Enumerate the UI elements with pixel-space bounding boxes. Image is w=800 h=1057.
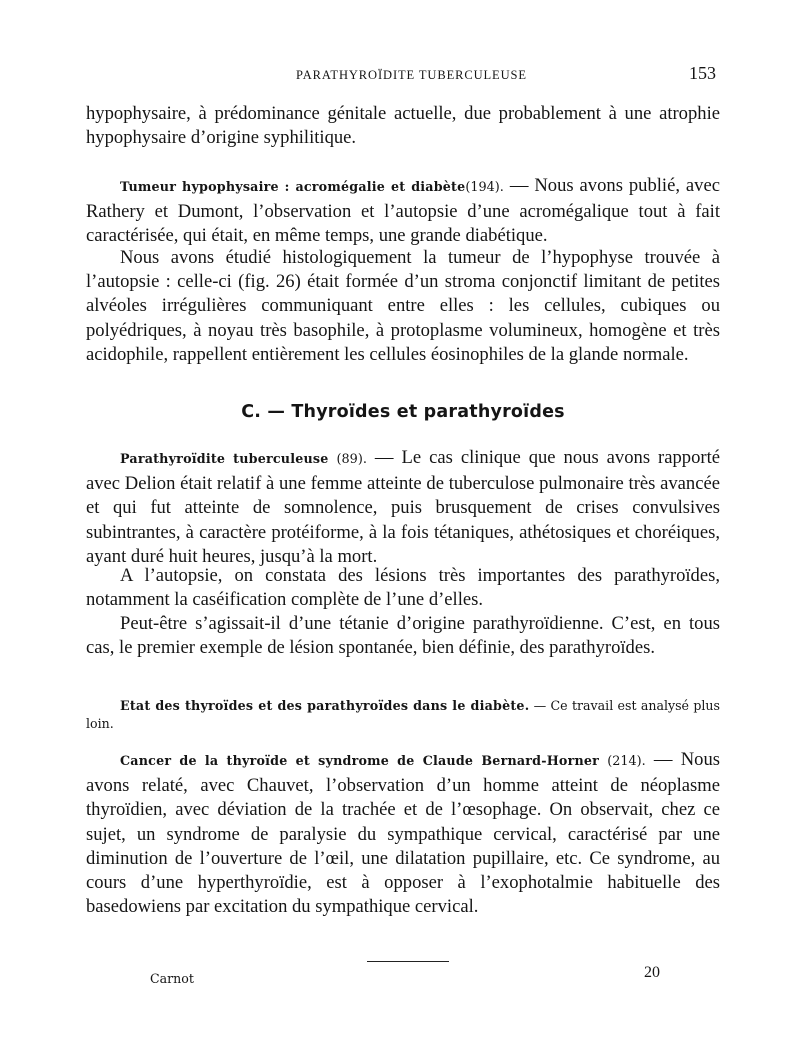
paragraph-6 (86, 612, 720, 660)
paragraph-text (86, 697, 720, 733)
running-title: PARATHYROÏDITE TUBERCULEUSE (296, 68, 527, 82)
subsection-heading: Parathyroïdite tuberculeuse (120, 451, 329, 466)
paragraph-body: — Nous avons publié, avec Rathery et Dumont, l’observation et l’autopsie d’une acromégalique tout à fait caractérisée, qui était, en même temps, une grande diabétique. (86, 175, 720, 247)
paragraph-2 (86, 174, 720, 249)
paragraph-text: hypophysaire, à prédominance génitale actuelle, due probablement à une atrophie hypophysaire d’origine syphilitique. (86, 103, 720, 149)
paragraph-4 (86, 446, 720, 569)
footer-signature: Carnot (150, 971, 194, 986)
reference-number: (214). (607, 754, 646, 769)
paragraph-8 (86, 748, 720, 919)
paragraph-text (86, 446, 720, 569)
paragraph-body: — Ce travail est analysé plus loin. (86, 698, 720, 731)
subsection-heading: Cancer de la thyroïde et syndrome de Claude Bernard-Horner (120, 753, 600, 768)
paragraph-5 (86, 564, 720, 612)
paragraph-7 (86, 697, 720, 733)
sheet-number: 20 (644, 964, 660, 981)
section-title: C. — Thyroïdes et parathyroïdes (241, 402, 565, 422)
paragraph-1 (86, 102, 720, 150)
reference-number: (194). (465, 180, 504, 195)
paragraph-body: — Le cas clinique que nous avons rapporté avec Delion était relatif à une femme atteinte de tuberculose pulmonaire très avancée et qui fut atteinte de somnolence, puis brusquement de crises convulsives subintrantes, à caractère protéiforme, à la fois tétaniques, athétosiques et choréiques, ayant duré huit heures, jusqu’à la mort. (86, 447, 721, 567)
paragraph-text: Peut-être s’agissait-il d’une tétanie d’origine parathyroïdienne. C’est, en tous cas, le premier exemple de lésion spontanée, bien définie, des parathyroïdes. (86, 613, 720, 659)
footer-rule (367, 961, 449, 962)
subsection-heading: Tumeur hypophysaire : acromégalie et diabète (120, 179, 466, 194)
paragraph-body: — Nous avons relaté, avec Chauvet, l’observation d’un homme atteint de néoplasme thyroïdien, avec déviation de la trachée et de l’œsophage. On observait, chez ce sujet, un syndrome de paralysie du sympathique cervical, caractérisé par une diminution de l’ouverture de l’œil, une dilatation pupillaire, etc. Ce syndrome, au cours d’une hyperthyroïdie, est à opposer à l’exophotalmie habituelle des basedowiens par excitation du sympathique cervical. (86, 749, 720, 918)
paragraph-text (86, 174, 720, 249)
subsection-heading: Etat des thyroïdes et des parathyroïdes dans le diabète. (120, 698, 530, 713)
page-number: 153 (689, 63, 716, 83)
paragraph-3 (86, 246, 720, 367)
reference-number: (89). (336, 452, 367, 467)
document-page (86, 60, 720, 1050)
paragraph-text (86, 748, 720, 919)
paragraph-text: A l’autopsie, on constata des lésions très importantes des parathyroïdes, notamment la caséification complète de l’une d’elles. (86, 565, 720, 611)
paragraph-text: Nous avons étudié histologiquement la tumeur de l’hypophyse trouvée à l’autopsie : celle-ci (fig. 26) était formée d’un stroma conjonctif limitant de petites alvéoles irrégulières communiquant entre elles : les cellules, cubiques ou polyédriques, à noyau très basophile, à protoplasme volumineux, homogène et très acidophile, rappellent entièrement les cellules éosinophiles de la glande normale. (86, 247, 720, 365)
running-header (86, 63, 720, 89)
